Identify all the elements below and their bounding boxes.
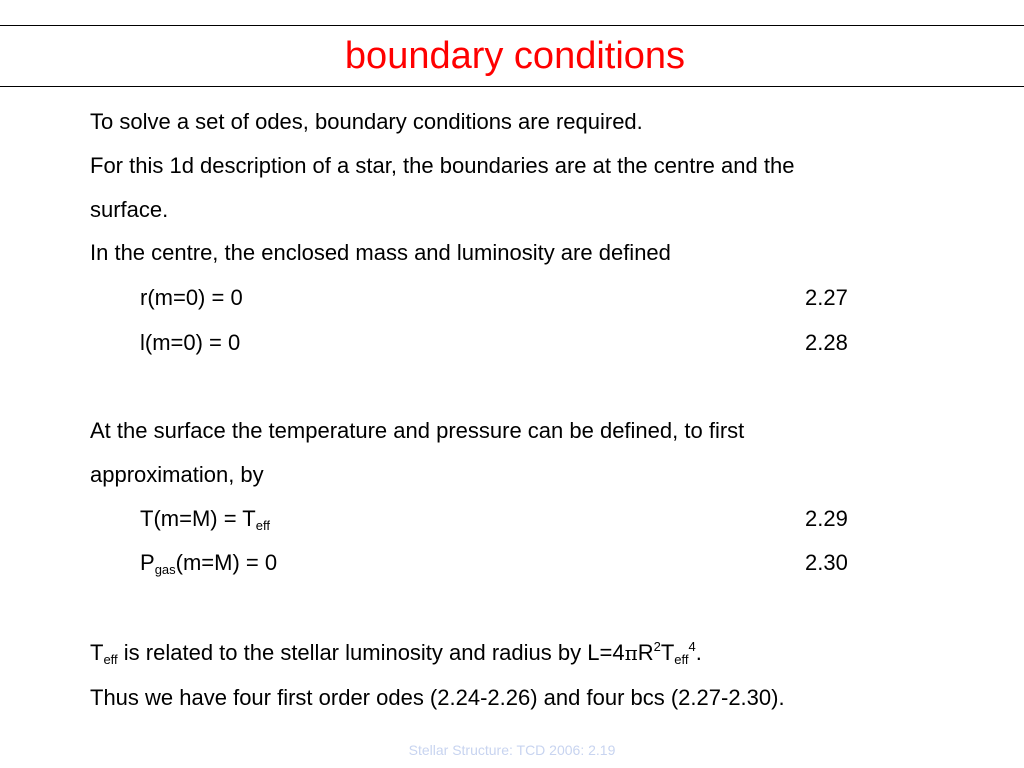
slide-title: boundary conditions [344,35,686,77]
body-line-1: To solve a set of odes, boundary conditions are required. [90,109,643,134]
equation-2-30 [140,550,277,576]
teff-relation-text: is related to the stellar luminosity and radius by L=4 [117,640,625,665]
teff-subscript: eff [103,652,118,667]
radius-exponent: 2 [653,639,661,654]
body-line-3: surface. [90,197,169,222]
equation-2-30-rest: (m=M) = 0 [175,550,278,575]
pi-symbol: π [624,641,638,665]
equation-number-2-28: 2.28 [805,330,848,355]
sentence-period: . [695,640,702,665]
equation-number-2-29: 2.29 [805,506,848,531]
radius-symbol: R [637,640,654,665]
body-line-4: In the centre, the enclosed mass and luminosity are defined [90,240,671,265]
body-line-2: For this 1d description of a star, the boundaries are at the centre and the [90,153,795,178]
temperature-exponent: 4 [688,639,696,654]
title-rule-top [0,25,1024,26]
equation-number-2-30: 2.30 [805,550,848,575]
equation-number-2-27: 2.27 [805,285,848,310]
equation-2-29-base: T(m=M) = T [140,506,256,531]
teff-symbol: T [90,640,104,665]
body-line-7: Thus we have four first order odes (2.24-2.26) and four bcs (2.27-2.30). [90,685,785,710]
equation-2-28: l(m=0) = 0 [140,330,241,355]
title-rule-bottom [0,86,1024,87]
body-line-5: At the surface the temperature and pressure can be defined, to first [90,418,745,443]
teff-relation-line [90,640,702,666]
slide-footer: Stellar Structure: TCD 2006: 2.19 [408,742,616,758]
temperature-symbol: T [660,640,675,665]
body-line-6: approximation, by [90,462,264,487]
temperature-subscript: eff [674,652,689,667]
equation-2-29 [140,506,270,532]
equation-2-29-subscript: eff [255,518,270,533]
equation-2-27: r(m=0) = 0 [140,285,243,310]
equation-2-30-base: P [140,550,155,575]
equation-2-30-subscript: gas [154,562,176,577]
